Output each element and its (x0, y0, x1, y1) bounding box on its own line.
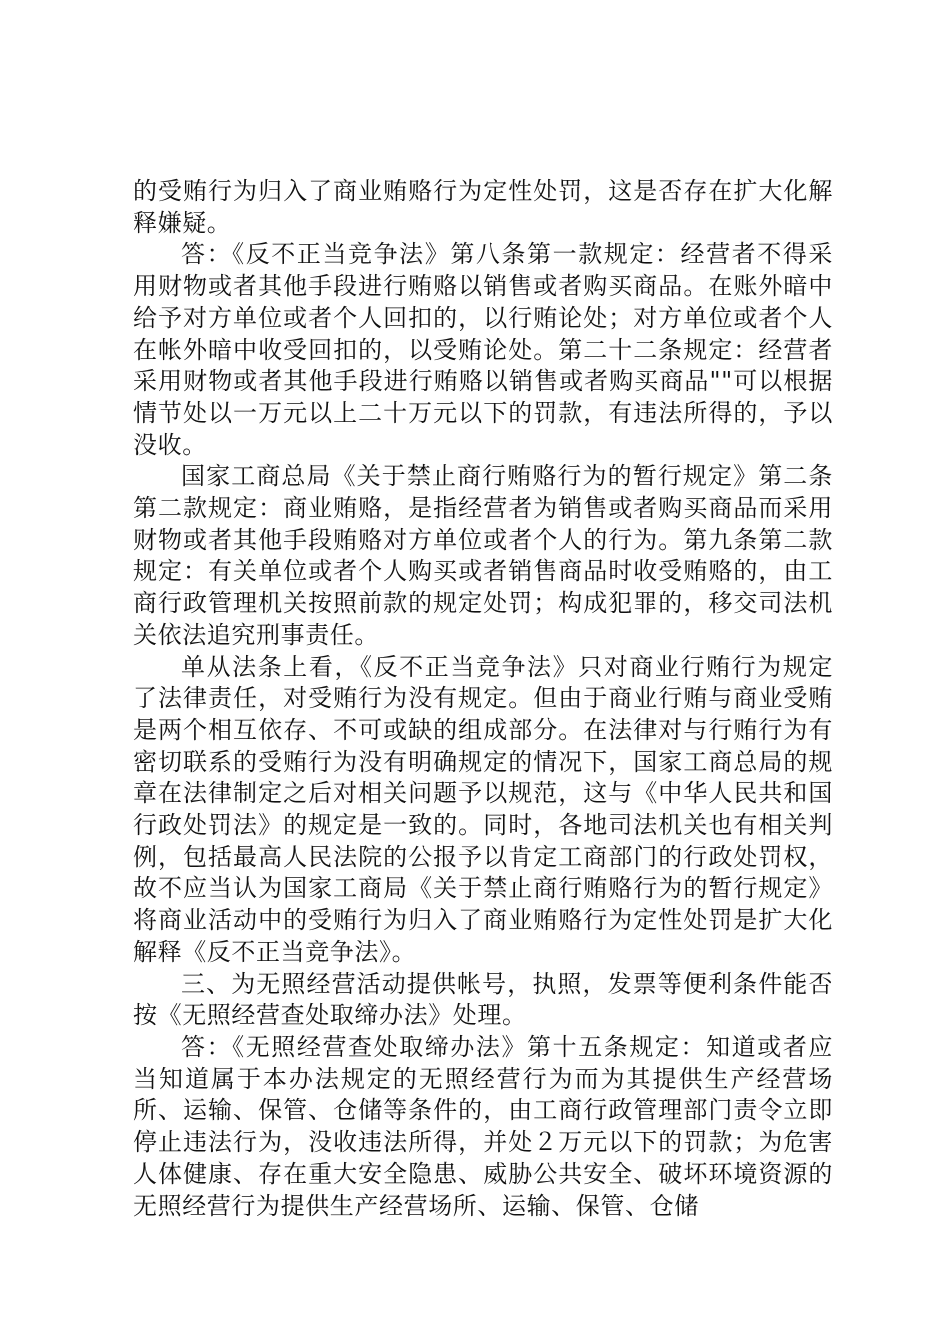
paragraph-answer-article-15: 答：《无照经营查处取缔办法》第十五条规定：知道或者应当知道属于本办法规定的无照经营行为而为其提供生产经营场所、运输、保管、仓储等条件的，由工商行政管理部门责令立即停止违法行为，没收违法所得，并处２万元以下的罚款；为危害人体健康、存在重大安全隐患、威胁公共安全、破坏环境资源的无照经营行为提供生产经营场所、运输、保管、仓储 (133, 1032, 833, 1220)
paragraph-question-3: 三、为无照经营活动提供帐号，执照，发票等便利条件能否按《无照经营查处取缔办法》处理。 (133, 969, 833, 1030)
paragraph-answer-article-8: 答：《反不正当竞争法》第八条第一款规定：经营者不得采用财物或者其他手段进行贿赂以销售或者购买商品。在账外暗中给予对方单位或者个人回扣的，以行贿论处；对方单位或者个人在帐外暗中收受回扣的，以受贿论处。第二十二条规定：经营者采用财物或者其他手段进行贿赂以销售或者购买商品""可以根据情节处以一万元以上二十万元以下的罚款，有违法所得的，予以没收。 (133, 240, 833, 459)
paragraph-saic-regulation: 国家工商总局《关于禁止商行贿赂行为的暂行规定》第二条第二款规定：商业贿赂，是指经营者为销售或者购买商品而采用财物或者其他手段贿赂对方单位或者个人的行为。第九条第二款规定：有关单位或者个人购买或者销售商品时收受贿赂的，由工商行政管理机关按照前款的规定处罚；构成犯罪的，移交司法机关依法追究刑事责任。 (133, 462, 833, 649)
paragraph-continuation: 的受贿行为归入了商业贿赂行为定性处罚，这是否存在扩大化解释嫌疑。 (133, 177, 833, 237)
document-body (133, 176, 833, 1222)
paragraph-analysis: 单从法条上看，《反不正当竞争法》只对商业行贿行为规定了法律责任，对受贿行为没有规定。但由于商业行贿与商业受贿是两个相互依存、不可或缺的组成部分。在法律对与行贿行为有密切联系的受贿行为没有明确规定的情况下，国家工商总局的规章在法律制定之后对相关问题予以规范，这与《中华人民共和国行政处罚法》的规定是一致的。同时，各地司法机关也有相关判例，包括最高人民法院的公报予以肯定工商部门的行政处罚权，故不应当认为国家工商局《关于禁止商行贿赂行为的暂行规定》将商业活动中的受贿行为归入了商业贿赂行为定性处罚是扩大化解释《反不正当竞争法》。 (133, 652, 833, 966)
